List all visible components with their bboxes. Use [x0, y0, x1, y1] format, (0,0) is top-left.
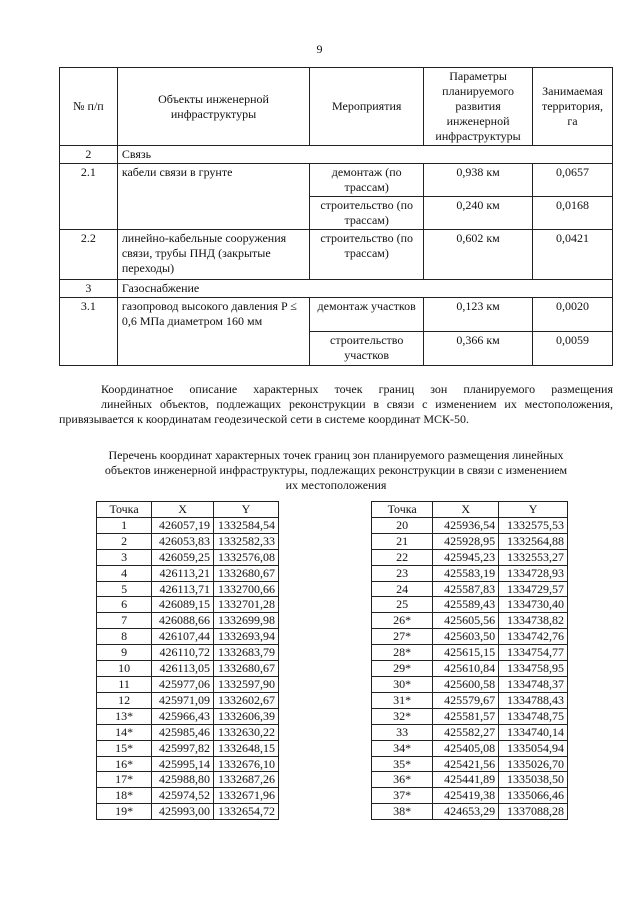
coordinates-table-left — [96, 501, 279, 820]
x-value: 425421,56 — [433, 756, 499, 772]
coordinate-row — [372, 661, 568, 677]
section-title: Газоснабжение — [117, 280, 612, 298]
point-number: 2 — [97, 533, 152, 549]
item-action: строительство (по трассам) — [310, 230, 424, 280]
heading-line: их местоположения — [285, 478, 387, 492]
item-action: демонтаж участков — [310, 298, 424, 332]
x-value: 425605,56 — [433, 613, 499, 629]
item-number: 2.2 — [60, 230, 118, 280]
header-y: Y — [214, 502, 279, 518]
y-value: 1335054,94 — [499, 740, 568, 756]
y-value: 1337088,28 — [499, 804, 568, 820]
point-number: 13* — [97, 708, 152, 724]
coordinate-row — [97, 645, 279, 661]
header-parameters: Параметры планируемого развития инженерной инфраструктуры — [424, 68, 533, 146]
coordinates-table-right — [371, 501, 568, 820]
x-value: 425419,38 — [433, 788, 499, 804]
x-value: 425579,67 — [433, 692, 499, 708]
y-value: 1335026,70 — [499, 756, 568, 772]
header-objects: Объекты инженерной инфраструктуры — [117, 68, 309, 146]
coordinate-row — [97, 565, 279, 581]
header-number: № п/п — [60, 68, 118, 146]
coordinate-row — [97, 708, 279, 724]
item-object: кабели связи в грунте — [117, 164, 309, 230]
y-value: 1334748,37 — [499, 676, 568, 692]
y-value: 1334740,14 — [499, 724, 568, 740]
coordinate-row — [97, 756, 279, 772]
x-value: 426113,71 — [152, 581, 214, 597]
coordinate-row — [97, 581, 279, 597]
header-area: Занимаемая территория, га — [533, 68, 613, 146]
x-value: 425610,84 — [433, 661, 499, 677]
item-parameter: 0,938 км — [424, 164, 533, 197]
x-value: 426110,72 — [152, 645, 214, 661]
point-number: 8 — [97, 629, 152, 645]
section-number: 2 — [60, 146, 118, 164]
y-value: 1332606,39 — [214, 708, 279, 724]
x-value: 425582,27 — [433, 724, 499, 740]
point-number: 23 — [372, 565, 433, 581]
y-value: 1332582,33 — [214, 533, 279, 549]
x-value: 425600,58 — [433, 676, 499, 692]
y-value: 1334758,95 — [499, 661, 568, 677]
y-value: 1332597,90 — [214, 676, 279, 692]
point-number: 12 — [97, 692, 152, 708]
coordinate-row — [372, 533, 568, 549]
coordinate-row — [97, 692, 279, 708]
point-number: 32* — [372, 708, 433, 724]
point-number: 17* — [97, 772, 152, 788]
y-value: 1332680,67 — [214, 565, 279, 581]
point-number: 1 — [97, 517, 152, 533]
point-number: 35* — [372, 756, 433, 772]
x-value: 425589,43 — [433, 597, 499, 613]
y-value: 1332648,15 — [214, 740, 279, 756]
item-area: 0,0020 — [533, 298, 613, 332]
coordinate-row — [372, 724, 568, 740]
point-number: 18* — [97, 788, 152, 804]
coordinate-row — [97, 788, 279, 804]
y-value: 1335066,46 — [499, 788, 568, 804]
point-number: 5 — [97, 581, 152, 597]
point-number: 38* — [372, 804, 433, 820]
coordinate-row — [372, 692, 568, 708]
coordinate-row — [97, 629, 279, 645]
point-number: 14* — [97, 724, 152, 740]
x-value: 425966,43 — [152, 708, 214, 724]
coordinate-row — [372, 613, 568, 629]
y-value: 1332671,96 — [214, 788, 279, 804]
x-value: 425587,83 — [433, 581, 499, 597]
y-value: 1334754,77 — [499, 645, 568, 661]
point-number: 30* — [372, 676, 433, 692]
coordinate-row — [372, 756, 568, 772]
item-action: демонтаж (по трассам) — [310, 164, 424, 197]
header-x: X — [433, 502, 499, 518]
x-value: 426088,66 — [152, 613, 214, 629]
x-value: 425977,06 — [152, 676, 214, 692]
y-value: 1332687,26 — [214, 772, 279, 788]
item-parameter: 0,240 км — [424, 197, 533, 230]
y-value: 1334748,75 — [499, 708, 568, 724]
point-number: 3 — [97, 549, 152, 565]
y-value: 1335038,50 — [499, 772, 568, 788]
point-number: 16* — [97, 756, 152, 772]
coordinate-row — [372, 788, 568, 804]
x-value: 425985,46 — [152, 724, 214, 740]
item-parameter: 0,123 км — [424, 298, 533, 332]
item-area: 0,0657 — [533, 164, 613, 197]
y-value: 1334730,40 — [499, 597, 568, 613]
y-value: 1332701,28 — [214, 597, 279, 613]
x-value: 425936,54 — [433, 517, 499, 533]
y-value: 1332683,79 — [214, 645, 279, 661]
coordinate-description-paragraph — [59, 382, 613, 427]
y-value: 1334729,57 — [499, 581, 568, 597]
point-number: 37* — [372, 788, 433, 804]
y-value: 1332680,67 — [214, 661, 279, 677]
header-point: Точка — [372, 502, 433, 518]
coordinate-row — [372, 740, 568, 756]
x-value: 425993,00 — [152, 804, 214, 820]
header-point: Точка — [97, 502, 152, 518]
x-value: 426089,15 — [152, 597, 214, 613]
coordinate-row — [372, 597, 568, 613]
paragraph-line: Координатное описание характерных точек границ зон планируемого размещения — [101, 382, 613, 396]
point-number: 33 — [372, 724, 433, 740]
item-area: 0,0059 — [533, 332, 613, 366]
point-number: 11 — [97, 676, 152, 692]
header-x: X — [152, 502, 214, 518]
x-value: 425583,19 — [433, 565, 499, 581]
coordinate-row — [97, 676, 279, 692]
y-value: 1332676,10 — [214, 756, 279, 772]
point-number: 15* — [97, 740, 152, 756]
item-action: строительство (по трассам) — [310, 197, 424, 230]
x-value: 424653,29 — [433, 804, 499, 820]
header-measures: Мероприятия — [310, 68, 424, 146]
coordinate-row — [372, 708, 568, 724]
point-number: 20 — [372, 517, 433, 533]
coordinate-row — [372, 517, 568, 533]
coordinate-row — [97, 661, 279, 677]
coordinate-row — [97, 772, 279, 788]
x-value: 426113,05 — [152, 661, 214, 677]
x-value: 426053,83 — [152, 533, 214, 549]
coordinate-row — [97, 724, 279, 740]
y-value: 1332553,27 — [499, 549, 568, 565]
x-value: 425971,09 — [152, 692, 214, 708]
y-value: 1332630,22 — [214, 724, 279, 740]
x-value: 425945,23 — [433, 549, 499, 565]
point-number: 26* — [372, 613, 433, 629]
point-number: 34* — [372, 740, 433, 756]
y-value: 1332602,67 — [214, 692, 279, 708]
item-area: 0,0421 — [533, 230, 613, 280]
coordinate-row — [372, 804, 568, 820]
y-value: 1332564,88 — [499, 533, 568, 549]
coordinate-row — [97, 517, 279, 533]
point-number: 19* — [97, 804, 152, 820]
x-value: 425928,95 — [433, 533, 499, 549]
x-value: 425405,08 — [433, 740, 499, 756]
y-value: 1334742,76 — [499, 629, 568, 645]
point-number: 9 — [97, 645, 152, 661]
x-value: 425603,50 — [433, 629, 499, 645]
coordinate-row — [97, 549, 279, 565]
x-value: 425997,82 — [152, 740, 214, 756]
coordinate-row — [372, 772, 568, 788]
x-value: 425988,80 — [152, 772, 214, 788]
paragraph-line: линейных объектов, подлежащих реконструкции в связи с изменением их местоположения, — [101, 397, 613, 411]
heading-line: объектов инженерной инфраструктуры, подлежащих реконструкции в связи с изменением — [104, 463, 568, 477]
item-number: 3.1 — [60, 298, 118, 366]
y-value: 1332654,72 — [214, 804, 279, 820]
item-object: линейно-кабельные сооружения связи, трубы ПНД (закрытые переходы) — [117, 230, 309, 280]
x-value: 425581,57 — [433, 708, 499, 724]
y-value: 1332693,94 — [214, 629, 279, 645]
coordinate-row — [97, 533, 279, 549]
paragraph-line: привязывается к координатам геодезической сети в системе координат МСК-50. — [59, 412, 469, 426]
y-value: 1332575,53 — [499, 517, 568, 533]
y-value: 1334738,82 — [499, 613, 568, 629]
x-value: 426057,19 — [152, 517, 214, 533]
item-parameter: 0,602 км — [424, 230, 533, 280]
point-number: 10 — [97, 661, 152, 677]
x-value: 426059,25 — [152, 549, 214, 565]
coordinate-row — [372, 565, 568, 581]
header-y: Y — [499, 502, 568, 518]
point-number: 25 — [372, 597, 433, 613]
point-number: 24 — [372, 581, 433, 597]
x-value: 426113,21 — [152, 565, 214, 581]
coordinate-row — [97, 613, 279, 629]
point-number: 4 — [97, 565, 152, 581]
section-title: Связь — [117, 146, 612, 164]
item-object: газопровод высокого давления P ≤ 0,6 МПа диаметром 160 мм — [117, 298, 309, 366]
point-number: 21 — [372, 533, 433, 549]
coordinate-row — [97, 804, 279, 820]
coordinate-row — [372, 549, 568, 565]
x-value: 426107,44 — [152, 629, 214, 645]
coordinate-row — [372, 676, 568, 692]
coordinate-list-heading — [59, 448, 613, 493]
x-value: 425974,52 — [152, 788, 214, 804]
item-number: 2.1 — [60, 164, 118, 230]
point-number: 29* — [372, 661, 433, 677]
point-number: 28* — [372, 645, 433, 661]
coordinate-row — [372, 629, 568, 645]
y-value: 1332699,98 — [214, 613, 279, 629]
point-number: 22 — [372, 549, 433, 565]
point-number: 6 — [97, 597, 152, 613]
y-value: 1332700,66 — [214, 581, 279, 597]
page-number: 9 — [316, 42, 323, 56]
y-value: 1334728,93 — [499, 565, 568, 581]
x-value: 425441,89 — [433, 772, 499, 788]
infrastructure-table — [59, 67, 613, 366]
point-number: 31* — [372, 692, 433, 708]
y-value: 1332576,08 — [214, 549, 279, 565]
x-value: 425995,14 — [152, 756, 214, 772]
y-value: 1332584,54 — [214, 517, 279, 533]
y-value: 1334788,43 — [499, 692, 568, 708]
item-action: строительство участков — [310, 332, 424, 366]
item-area: 0,0168 — [533, 197, 613, 230]
heading-line: Перечень координат характерных точек границ зон планируемого размещения линейных — [108, 448, 564, 462]
coordinate-row — [97, 740, 279, 756]
coordinate-row — [372, 581, 568, 597]
coordinate-row — [97, 597, 279, 613]
point-number: 36* — [372, 772, 433, 788]
point-number: 7 — [97, 613, 152, 629]
section-number: 3 — [60, 280, 118, 298]
item-parameter: 0,366 км — [424, 332, 533, 366]
x-value: 425615,15 — [433, 645, 499, 661]
coordinate-row — [372, 645, 568, 661]
point-number: 27* — [372, 629, 433, 645]
